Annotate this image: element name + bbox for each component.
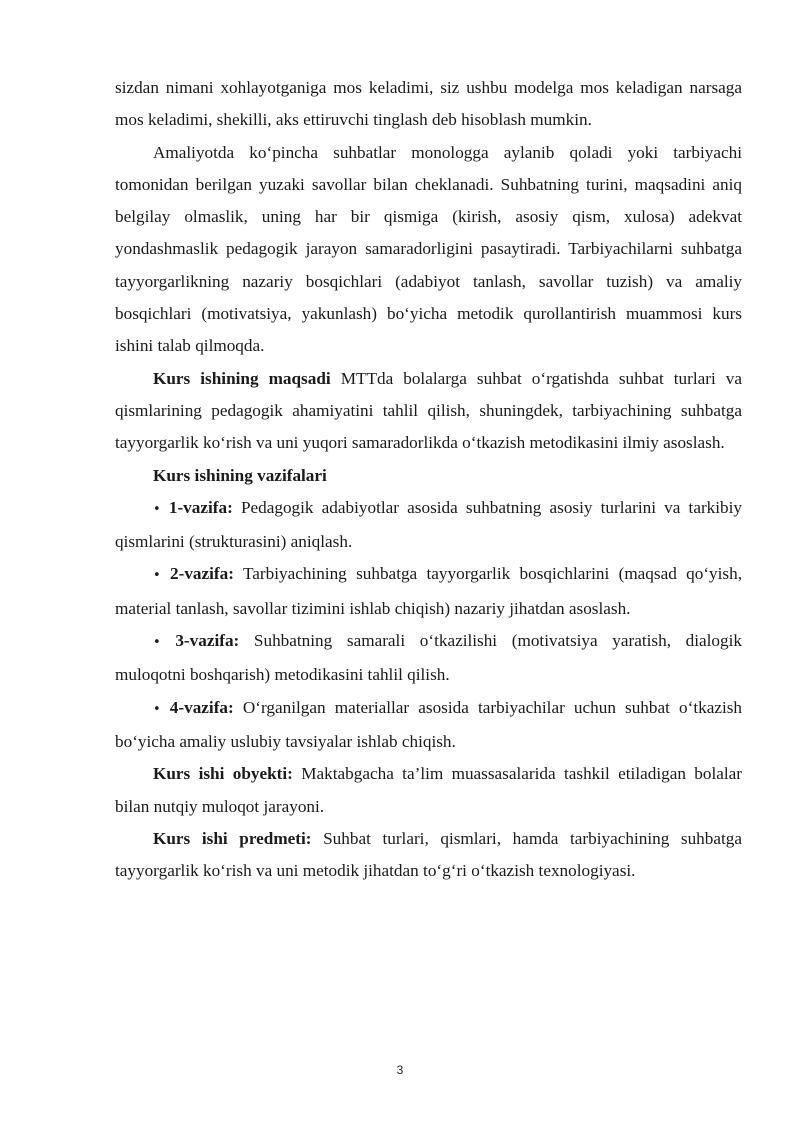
task-item-2 — [115, 558, 742, 625]
bullet-icon: • — [153, 635, 161, 651]
paragraph-subject — [115, 823, 742, 888]
task-item-4 — [115, 692, 742, 759]
task-text: Suhbatning samarali o‘tkazilishi (motivatsiya yaratish, dialogik muloqotni boshqarish) metodikasini tahlil qilish. — [115, 631, 742, 685]
subject-text: Suhbat turlari, qismlari, hamda tarbiyachining suhbatga tayyorgarlik ko‘rish va uni metodik jihatdan to‘g‘ri o‘tkazish texnologiyasi. — [115, 828, 742, 881]
goal-text: MTTda bolalarga suhbat o‘rgatishda suhbat turlari va qismlarining pedagogik ahamiyatini tahlil qilish, shuningdek, tarbiyachining suhbatga tayyorgarlik ko‘rish va uni yuqori samaradorlikda o‘tkazish metodikasini ilmiy asoslash. — [115, 368, 743, 453]
task-text: Pedagogik adabiyotlar asosida suhbatning asosiy turlarini va tarkibiy qismlarini (strukturasini) aniqlash. — [115, 497, 743, 552]
task-item-3 — [115, 625, 742, 692]
task-label: 3-vazifa: — [175, 631, 240, 651]
task-label: 4-vazifa: — [169, 697, 234, 717]
page-number: 3 — [396, 1063, 404, 1077]
bullet-icon: • — [153, 568, 161, 584]
document-page — [115, 72, 742, 887]
tasks-heading: Kurs ishining vazifalari — [153, 465, 327, 485]
task-text: O‘rganilgan materiallar asosida tarbiyachilar uchun suhbat o‘tkazish bo‘yicha amaliy uslubiy tavsiyalar ishlab chiqish. — [115, 697, 743, 751]
task-label: 1-vazifa: — [168, 497, 233, 517]
paragraph-practice: Amaliyotda ko‘pincha suhbatlar monologga aylanib qoladi yoki tarbiyachi tomonidan berilgan yuzaki savollar bilan cheklanadi. Suhbatning turini, maqsadini aniq belgilay olmaslik, uning har bir qismiga (kirish, asosiy qism, xulosa) adekvat yondashmaslik pedagogik jarayon samaradorligini pasaytiradi. Tarbiyachilarni suhbatga tayyorgarlikning nazariy bosqichlari (adabiyot tanlash, savollar tuzish) va amaliy bosqichlari (motivatsiya, yakunlash) bo‘yicha metodik qurollantirish muammosi kurs ishini talab qilmoqda. — [115, 142, 742, 356]
paragraph-object — [115, 758, 742, 823]
subject-label: Kurs ishi predmeti: — [153, 828, 312, 848]
goal-label: Kurs ishining maqsadi — [153, 368, 331, 388]
object-text: Maktabgacha ta’lim muassasalarida tashkil etiladigan bolalar bilan nutqiy muloqot jarayoni. — [115, 764, 742, 816]
bullet-icon: • — [153, 701, 161, 717]
task-item-1 — [115, 492, 742, 559]
task-label: 2-vazifa: — [170, 564, 234, 584]
paragraph-goal — [115, 363, 742, 460]
bullet-icon: • — [153, 501, 161, 517]
paragraph-continuation: sizdan nimani xohlayotganiga mos keladimi, siz ushbu modelga mos keladigan narsaga mos keladimi, shekilli, aks ettiruvchi tinglash deb hisoblash mumkin. — [115, 78, 742, 130]
object-label: Kurs ishi obyekti: — [153, 764, 293, 784]
task-text: Tarbiyachining suhbatga tayyorgarlik bosqichlarini (maqsad qo‘yish, material tanlash, savollar tizimini ishlab chiqish) nazariy jihatdan asoslash. — [115, 564, 743, 618]
